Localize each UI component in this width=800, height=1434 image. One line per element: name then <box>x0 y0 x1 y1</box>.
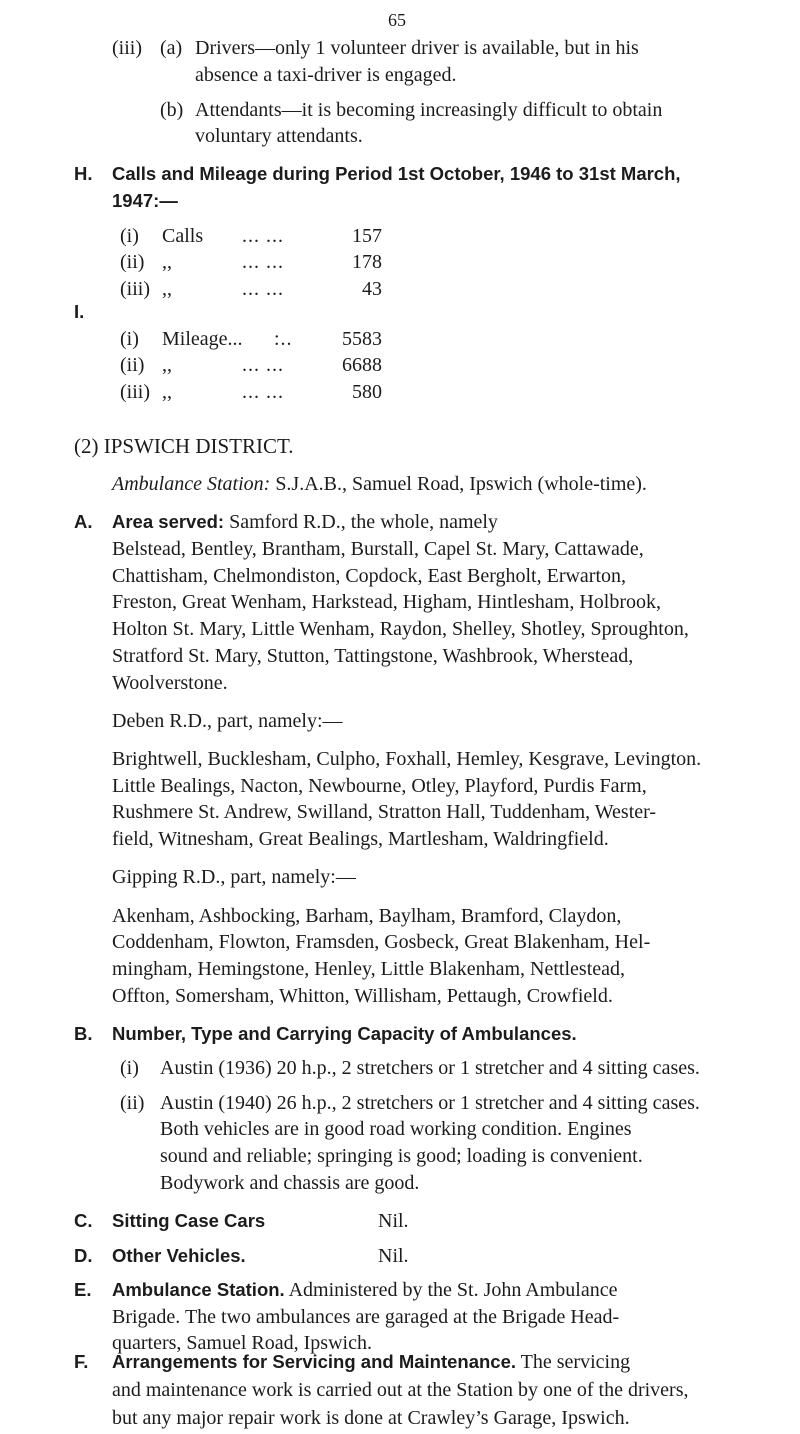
ambulance-ii-line: Both vehicles are in good road working condition. Engines <box>160 1118 632 1141</box>
section-d-heading: Other Vehicles. <box>112 1244 246 1266</box>
item-a-line-1: Drivers—only 1 volunteer driver is available, but in his <box>195 37 639 60</box>
row-number: (i) <box>120 327 139 350</box>
item-b-line-2: voluntary attendants. <box>195 125 363 148</box>
section-d-letter: D. <box>74 1244 93 1266</box>
section-f-letter: F. <box>74 1350 89 1372</box>
samford-line: Freston, Great Wenham, Harkstead, Higham, Hintlesham, Holbrook, <box>112 591 662 614</box>
gipping-line: Coddenham, Flowton, Framsden, Gosbeck, Great Blakenham, Hel- <box>112 931 651 954</box>
row-label: ,, <box>162 278 172 301</box>
section-b-letter: B. <box>74 1022 93 1044</box>
row-number: (i) <box>120 224 139 247</box>
row-label: ,, <box>162 354 172 377</box>
station-label: Ambulance Station: <box>112 472 271 495</box>
section-h-heading-1: Calls and Mileage during Period 1st October, 1946 to 31st March, <box>112 163 681 185</box>
gipping-line: Akenham, Ashbocking, Barham, Baylham, Bramford, Claydon, <box>112 904 622 927</box>
row-dots: ... ... <box>242 251 284 274</box>
samford-line: Holton St. Mary, Little Wenham, Raydon, Shelley, Shotley, Sproughton, <box>112 618 689 641</box>
row-value: 5583 <box>342 327 382 350</box>
mileage-row <box>120 351 382 379</box>
section-h-heading-2: 1947:— <box>112 190 178 212</box>
samford-line: Belstead, Bentley, Brantham, Burstall, Capel St. Mary, Cattawade, <box>112 537 644 560</box>
section-a-heading-line <box>112 508 498 536</box>
row-label: Calls <box>162 224 204 247</box>
row-number: (iii) <box>120 381 150 404</box>
section-e-line: Brigade. The two ambulances are garaged at the Brigade Head- <box>112 1305 620 1328</box>
section-f-heading: Arrangements for Servicing and Maintenance. <box>112 1350 517 1372</box>
ambulance-ii-line: Bodywork and chassis are good. <box>160 1171 420 1194</box>
station-line <box>112 470 647 498</box>
section-e-line-1 <box>112 1276 617 1304</box>
row-value: 6688 <box>342 354 382 377</box>
row-label: ,, <box>162 251 172 274</box>
district-heading: (2) IPSWICH DISTRICT. <box>74 433 294 458</box>
row-value: 43 <box>362 278 382 301</box>
row-number: (ii) <box>120 354 145 377</box>
item-a-marker: (a) <box>160 37 183 60</box>
gipping-heading: Gipping R.D., part, namely:— <box>112 866 356 889</box>
row-number: (iii) <box>120 278 150 301</box>
item-a-line-2: absence a taxi-driver is engaged. <box>195 64 457 87</box>
ambulance-ii-marker: (ii) <box>120 1091 145 1114</box>
section-f-text: The servicing <box>516 1350 631 1373</box>
section-f-line: and maintenance work is carried out at the Station by one of the drivers, <box>112 1378 689 1401</box>
section-e-letter: E. <box>74 1278 92 1300</box>
section-b-heading: Number, Type and Carrying Capacity of Ambulances. <box>112 1022 577 1044</box>
row-dots: ... ... <box>242 381 284 404</box>
samford-line: Stratford St. Mary, Stutton, Tattingstone, Washbrook, Wherstead, <box>112 644 634 667</box>
ambulance-i-marker: (i) <box>120 1057 139 1080</box>
deben-line: Little Bealings, Nacton, Newbourne, Otley, Playford, Purdis Farm, <box>112 774 647 797</box>
section-e-line: quarters, Samuel Road, Ipswich. <box>112 1332 372 1355</box>
section-e-heading: Ambulance Station. <box>112 1278 285 1300</box>
section-c-letter: C. <box>74 1210 93 1232</box>
row-number: (ii) <box>120 251 145 274</box>
section-c-heading: Sitting Case Cars <box>112 1210 266 1232</box>
row-value: 178 <box>352 251 382 274</box>
section-h-letter: H. <box>74 163 93 185</box>
section-e-text: Administered by the St. John Ambulance <box>284 1278 618 1301</box>
row-dots: ... ... <box>242 354 284 377</box>
station-text: S.J.A.B., Samuel Road, Ipswich (whole-time). <box>270 472 647 495</box>
calls-row <box>120 248 382 276</box>
deben-line: Rushmere St. Andrew, Swilland, Stratton Hall, Tuddenham, Wester- <box>112 801 657 824</box>
row-dots: ... ... <box>242 278 284 301</box>
section-a-heading: Area served: <box>112 511 225 533</box>
page-number: 65 <box>388 9 406 30</box>
section-f-line: but any major repair work is done at Crawley’s Garage, Ipswich. <box>112 1406 630 1429</box>
deben-line: Brightwell, Bucklesham, Culpho, Foxhall, Hemley, Kesgrave, Levington. <box>112 747 702 770</box>
row-dots: ... ... <box>242 224 284 247</box>
row-value: 157 <box>352 224 382 247</box>
row-label: ,, <box>162 381 172 404</box>
item-b-line-1: Attendants—it is becoming increasingly difficult to obtain <box>195 98 663 121</box>
row-dots: :.. <box>274 327 293 350</box>
calls-row <box>120 222 382 250</box>
section-a-letter: A. <box>74 511 93 533</box>
ambulance-i-text: Austin (1936) 20 h.p., 2 stretchers or 1 stretcher and 4 sitting cases. <box>160 1057 700 1080</box>
section-d-value: Nil. <box>378 1244 409 1267</box>
deben-heading: Deben R.D., part, namely:— <box>112 709 343 732</box>
section-f-line-1 <box>112 1348 630 1376</box>
mileage-row <box>120 378 382 406</box>
ambulance-ii-line: sound and reliable; springing is good; loading is convenient. <box>160 1145 643 1168</box>
deben-line: field, Witnesham, Great Bealings, Martlesham, Waldringfield. <box>112 828 609 851</box>
samford-line: Woolverstone. <box>112 671 228 694</box>
section-c-value: Nil. <box>378 1210 409 1233</box>
item-b-marker: (b) <box>160 98 184 121</box>
calls-row <box>120 275 382 303</box>
section-a-heading-rest: Samford R.D., the whole, namely <box>224 511 498 534</box>
ambulance-ii-line: Austin (1940) 26 h.p., 2 stretchers or 1 stretcher and 4 sitting cases. <box>160 1091 700 1114</box>
gipping-line: Offton, Somersham, Whitton, Willisham, Pettaugh, Crowfield. <box>112 984 613 1007</box>
row-value: 580 <box>352 381 382 404</box>
row-label: Mileage... <box>162 327 243 350</box>
item-iii-marker: (iii) <box>112 37 142 60</box>
section-i-letter: I. <box>74 300 85 322</box>
samford-line: Chattisham, Chelmondiston, Copdock, East Bergholt, Erwarton, <box>112 564 627 587</box>
mileage-row <box>120 325 382 353</box>
gipping-line: mingham, Hemingstone, Henley, Little Blakenham, Nettlestead, <box>112 958 626 980</box>
